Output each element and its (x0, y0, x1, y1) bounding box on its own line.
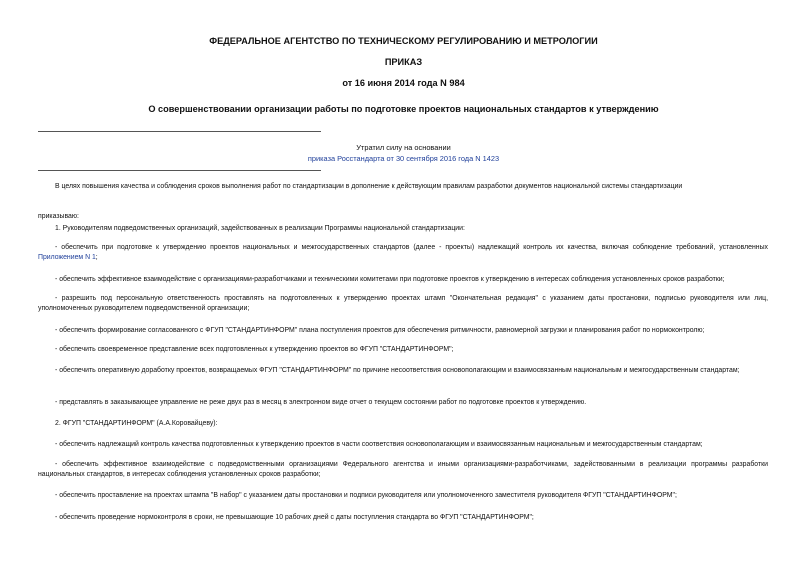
date-number-heading: от 16 июня 2014 года N 984 (342, 78, 465, 88)
item1-paragraph-b: - обеспечить эффективное взаимодействие с организациями-разработчиками и техническими комитетами при подготовке проектов к утверждению в интересах соблюдения установленных сроков разработки; (55, 276, 725, 283)
item1-a-end: ; (95, 253, 98, 261)
item1-paragraph-c: - разрешить под персональную ответственность проставлять на подготовленных к утверждению проектах штамп "Окончательная редакция" с указанием даты простановки, подписью руководителя или лиц, уполномоченных руководителем подведомственной организации; (38, 295, 768, 312)
appendix1-link[interactable]: Приложением N 1 (38, 253, 96, 261)
item1-a-text: - обеспечить при подготовке к утверждению проектов национальных и межгосударственных стандартов (далее - проекты) надлежащий контроль их качества, включая соблюдение требований, установленных (55, 244, 768, 251)
item2-paragraph-c: - обеспечить проставление на проектах штампа "В набор" с указанием даты простановки и подписи руководителя или уполномоченного заместителя руководителя ФГУП "СТАНДАРТИНФОРМ"; (55, 492, 677, 499)
item1-intro: 1. Руководителям подведомственных организаций, задействованных в реализации Программы национальной стандартизации: (55, 225, 465, 232)
document-title: О совершенствовании организации работы по подготовке проектов национальных стандартов к утверждению (148, 104, 659, 114)
bottom-divider (38, 170, 321, 171)
item1-paragraph-a (38, 243, 768, 262)
item1-paragraph-g: - представлять в заказывающее управление не реже двух раз в месяц в электронном виде отчет о текущем состоянии работ по подготовке проектов к утверждению. (55, 399, 587, 406)
item2-paragraph-a: - обеспечить надлежащий контроль качества подготовленных к утверждению проектов в части соответствия основополагающим и взаимосвязанным национальным и межгосударственным стандартам; (55, 441, 703, 448)
order-word: приказываю: (38, 213, 79, 220)
preamble-paragraph: В целях повышения качества и соблюдения сроков выполнения работ по стандартизации в дополнение к действующим правилам разработки документов национальной системы стандартизации (55, 183, 683, 190)
doc-type-heading: ПРИКАЗ (384, 57, 423, 67)
repeal-note: Утратил силу на основании (356, 143, 451, 152)
item2-paragraph-d: - обеспечить проведение нормоконтроля в сроки, не превышающие 10 рабочих дней с даты поступления стандарта во ФГУП "СТАНДАРТИНФОРМ"; (55, 514, 534, 521)
agency-heading: ФЕДЕРАЛЬНОЕ АГЕНТСТВО ПО ТЕХНИЧЕСКОМУ РЕГУЛИРОВАНИЮ И МЕТРОЛОГИИ (209, 36, 598, 46)
top-divider (38, 131, 321, 132)
item1-paragraph-e: - обеспечить своевременное представление всех подготовленных к утверждению проектов во ФГУП "СТАНДАРТИНФОРМ"; (55, 346, 454, 353)
repeal-order-link[interactable]: приказа Росстандарта от 30 сентября 2016 года N 1423 (307, 154, 500, 163)
item1-paragraph-d: - обеспечить формирование согласованного с ФГУП "СТАНДАРТИНФОРМ" плана поступления проектов для обеспечения ритмичности, равномерной загрузки и планирования работ по нормоконтролю; (55, 327, 705, 334)
item1-paragraph-f: - обеспечить оперативную доработку проектов, возвращаемых ФГУП "СТАНДАРТИНФОРМ" по причине несоответствия основополагающим и взаимосвязанным национальным и межгосударственным стандартам; (55, 367, 740, 374)
item2-paragraph-b: - обеспечить эффективное взаимодействие с подведомственными организациями Федерального агентства и иными организациями-разработчиками, задействованными в реализации программы разработки национальных стандартов, в интересах соблюдения установленных сроков разработки; (38, 461, 768, 478)
item2-intro: 2. ФГУП "СТАНДАРТИНФОРМ" (А.А.Коровайцеву): (55, 420, 218, 427)
